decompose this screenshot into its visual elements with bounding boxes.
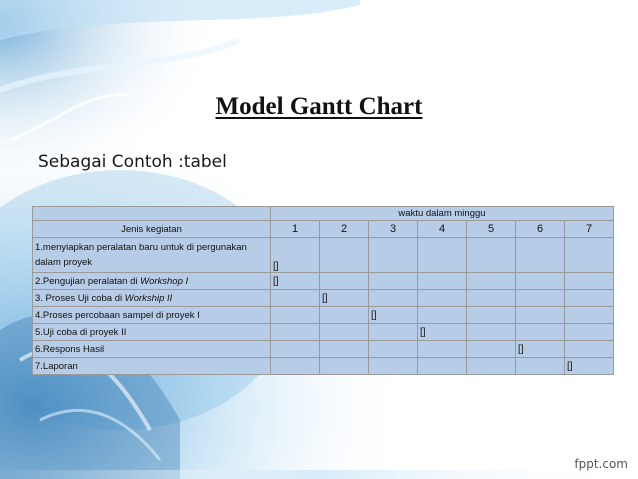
week-cell-4	[418, 358, 467, 375]
task-label: 7.Laporan	[33, 358, 271, 375]
week-cell-5	[467, 307, 516, 324]
week-cell-4	[418, 273, 467, 290]
week-header-3: 3	[369, 221, 418, 238]
table-row	[33, 358, 614, 375]
table-row	[33, 290, 614, 307]
schedule-mark: []	[371, 309, 377, 321]
week-cell-3	[369, 341, 418, 358]
week-cell-7	[565, 273, 614, 290]
week-cell-1	[271, 238, 320, 273]
week-cell-5	[467, 358, 516, 375]
week-cell-5	[467, 341, 516, 358]
week-header-5: 5	[467, 221, 516, 238]
slide-title: Model Gantt Chart	[215, 93, 423, 120]
table-row	[33, 341, 614, 358]
week-cell-5	[467, 290, 516, 307]
week-cell-3	[369, 290, 418, 307]
header-blank-cell	[33, 207, 271, 221]
task-label: 4.Proses percobaan sampel di proyek I	[33, 307, 271, 324]
task-label: 5.Uji coba di proyek II	[33, 324, 271, 341]
task-label: 2.Pengujian peralatan di Workshop I	[33, 273, 271, 290]
week-cell-7	[565, 358, 614, 375]
slide-subtitle: Sebagai Contoh :tabel	[38, 152, 227, 172]
schedule-mark: []	[273, 261, 279, 272]
week-cell-4	[418, 307, 467, 324]
week-header-7: 7	[565, 221, 614, 238]
week-cell-3	[369, 307, 418, 324]
week-cell-7	[565, 324, 614, 341]
activity-header: Jenis kegiatan	[33, 221, 271, 238]
week-cell-2	[320, 358, 369, 375]
schedule-mark: []	[567, 360, 573, 372]
week-cell-1	[271, 290, 320, 307]
week-cell-2	[320, 307, 369, 324]
table-header-row-1	[33, 207, 614, 221]
week-cell-2	[320, 273, 369, 290]
week-cell-1	[271, 341, 320, 358]
week-cell-1	[271, 358, 320, 375]
week-cell-4	[418, 238, 467, 273]
week-cell-1	[271, 307, 320, 324]
task-label: 6.Respons Hasil	[33, 341, 271, 358]
table-row	[33, 307, 614, 324]
week-cell-6	[516, 238, 565, 273]
week-cell-7	[565, 238, 614, 273]
task-label: 3. Proses Uji coba di Workship II	[33, 290, 271, 307]
table-header-row-2	[33, 221, 614, 238]
watermark-logo: fppt.com	[574, 457, 628, 471]
week-header-2: 2	[320, 221, 369, 238]
week-cell-2	[320, 324, 369, 341]
task-label: 1.menyiapkan peralatan baru untuk di pergunakan dalam proyek	[33, 238, 271, 273]
time-header: waktu dalam minggu	[271, 207, 614, 221]
table-row	[33, 238, 614, 273]
gantt-table	[32, 206, 614, 375]
week-cell-5	[467, 273, 516, 290]
week-header-6: 6	[516, 221, 565, 238]
week-cell-6	[516, 341, 565, 358]
week-cell-6	[516, 273, 565, 290]
week-cell-6	[516, 307, 565, 324]
week-cell-4	[418, 290, 467, 307]
week-header-4: 4	[418, 221, 467, 238]
week-cell-3	[369, 238, 418, 273]
week-cell-5	[467, 238, 516, 273]
week-cell-7	[565, 290, 614, 307]
week-cell-3	[369, 358, 418, 375]
week-cell-3	[369, 324, 418, 341]
table-row	[33, 324, 614, 341]
week-header-1: 1	[271, 221, 320, 238]
week-cell-7	[565, 341, 614, 358]
schedule-mark: []	[322, 292, 328, 304]
table-row	[33, 273, 614, 290]
week-cell-1	[271, 324, 320, 341]
week-cell-4	[418, 341, 467, 358]
week-cell-4	[418, 324, 467, 341]
schedule-mark: []	[273, 275, 279, 287]
week-cell-2	[320, 238, 369, 273]
week-cell-1	[271, 273, 320, 290]
week-cell-3	[369, 273, 418, 290]
week-cell-2	[320, 341, 369, 358]
week-cell-5	[467, 324, 516, 341]
week-cell-6	[516, 290, 565, 307]
week-cell-6	[516, 358, 565, 375]
schedule-mark: []	[518, 343, 524, 355]
schedule-mark: []	[420, 326, 426, 338]
week-cell-2	[320, 290, 369, 307]
week-cell-6	[516, 324, 565, 341]
week-cell-7	[565, 307, 614, 324]
